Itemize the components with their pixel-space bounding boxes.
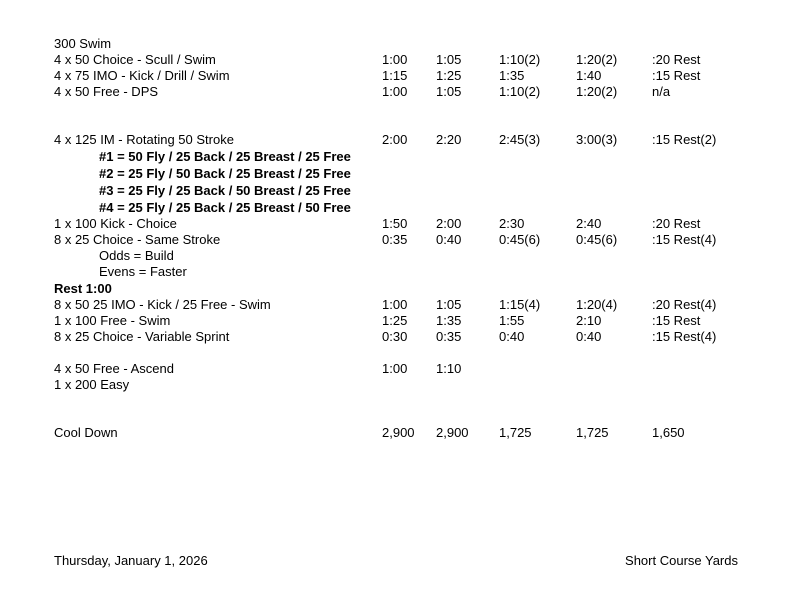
interval-2: 0:35 [436,329,462,344]
set-description: 8 x 50 25 IMO - Kick / 25 Free - Swim [54,297,271,312]
interval-4: 3:00(3) [576,132,618,147]
totals-row [0,425,792,441]
total-4: 1,725 [576,425,609,440]
interval-2: 1:10 [436,361,462,376]
rest-value: :15 Rest [652,68,701,83]
rest-value: :20 Rest [652,216,701,231]
total-2: 2,900 [436,425,469,440]
cool-down-label: Cool Down [54,425,118,440]
workout-subrow [0,149,792,165]
rotation-note: #1 = 50 Fly / 25 Back / 25 Breast / 25 Free [99,149,351,164]
interval-3: 1:35 [499,68,525,83]
interval-4: 1:20(2) [576,84,618,99]
interval-3: 0:45(6) [499,232,541,247]
rest-value: :15 Rest(4) [652,232,717,247]
interval-4: 1:40 [576,68,602,83]
rest-heading: Rest 1:00 [54,281,112,296]
rest-value: :15 Rest [652,313,701,328]
workout-row [0,232,792,248]
rest-value: :15 Rest(4) [652,329,717,344]
set-description: 1 x 100 Free - Swim [54,313,171,328]
set-description: 4 x 125 IM - Rotating 50 Stroke [54,132,234,147]
interval-3: 1:10(2) [499,84,541,99]
interval-2: 0:40 [436,232,462,247]
interval-3: 2:45(3) [499,132,541,147]
set-description: 300 Swim [54,36,112,51]
workout-row [0,297,792,313]
set-description: 1 x 100 Kick - Choice [54,216,177,231]
workout-row [0,36,792,52]
interval-4: 2:10 [576,313,602,328]
interval-2: 2:20 [436,132,462,147]
total-3: 1,725 [499,425,532,440]
interval-4: 0:45(6) [576,232,618,247]
rest-value: :20 Rest(4) [652,297,717,312]
interval-1: 0:35 [382,232,408,247]
total-5: 1,650 [652,425,685,440]
set-note: Evens = Faster [99,264,187,279]
interval-1: 1:00 [382,84,408,99]
interval-1: 1:00 [382,361,408,376]
set-description: 1 x 200 Easy [54,377,130,392]
interval-1: 1:15 [382,68,408,83]
interval-4: 1:20(4) [576,297,618,312]
interval-3: 1:10(2) [499,52,541,67]
interval-2: 1:25 [436,68,462,83]
set-description: 4 x 50 Choice - Scull / Swim [54,52,216,67]
workout-row [0,329,792,345]
workout-subrow [0,248,792,264]
workout-row [0,313,792,329]
workout-row [0,377,792,393]
interval-1: 1:50 [382,216,408,231]
interval-4: 2:40 [576,216,602,231]
interval-1: 2:00 [382,132,408,147]
interval-3: 1:15(4) [499,297,541,312]
workout-row [0,216,792,232]
footer-course: Short Course Yards [625,553,738,568]
interval-3: 1:55 [499,313,525,328]
rotation-note: #3 = 25 Fly / 25 Back / 50 Breast / 25 Free [99,183,351,198]
rest-value: :20 Rest [652,52,701,67]
set-note: Odds = Build [99,248,174,263]
interval-3: 0:40 [499,329,525,344]
interval-1: 1:00 [382,52,408,67]
workout-subrow [0,200,792,216]
workout-subrow [0,264,792,280]
interval-2: 1:05 [436,52,462,67]
set-description: 8 x 25 Choice - Variable Sprint [54,329,230,344]
interval-2: 1:05 [436,84,462,99]
set-description: 4 x 50 Free - Ascend [54,361,174,376]
rest-value: n/a [652,84,671,99]
workout-subrow [0,166,792,182]
workout-row [0,361,792,377]
interval-2: 2:00 [436,216,462,231]
interval-1: 1:25 [382,313,408,328]
interval-4: 0:40 [576,329,602,344]
rest-row [0,281,792,297]
workout-row [0,132,792,148]
interval-4: 1:20(2) [576,52,618,67]
interval-3: 2:30 [499,216,525,231]
set-description: 4 x 75 IMO - Kick / Drill / Swim [54,68,230,83]
interval-1: 1:00 [382,297,408,312]
total-1: 2,900 [382,425,415,440]
interval-2: 1:35 [436,313,462,328]
workout-subrow [0,183,792,199]
workout-row [0,68,792,84]
interval-2: 1:05 [436,297,462,312]
rotation-note: #4 = 25 Fly / 25 Back / 25 Breast / 50 Free [99,200,351,215]
rest-value: :15 Rest(2) [652,132,717,147]
workout-row [0,52,792,68]
rotation-note: #2 = 25 Fly / 50 Back / 25 Breast / 25 Free [99,166,351,181]
set-description: 8 x 25 Choice - Same Stroke [54,232,221,247]
interval-1: 0:30 [382,329,408,344]
set-description: 4 x 50 Free - DPS [54,84,159,99]
footer-date: Thursday, January 1, 2026 [54,553,208,568]
workout-row [0,84,792,100]
